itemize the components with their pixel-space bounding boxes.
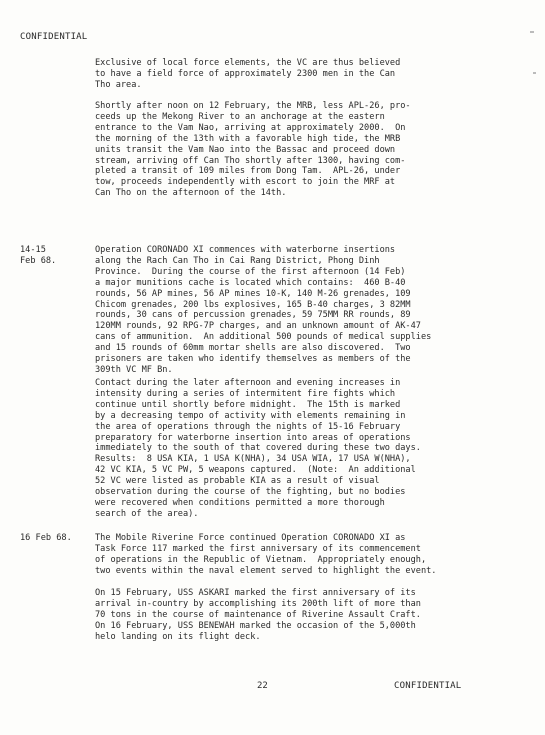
- text-line: search of the area).: [95, 508, 199, 519]
- text-line: observation during the course of the fighting, but no bodies: [95, 487, 406, 498]
- text-line: On 15 February, USS ASKARI marked the first anniversary of its: [95, 588, 416, 598]
- text-line: the area of operations through the nights of 15-16 February: [95, 421, 401, 432]
- scan-speck: [533, 72, 536, 74]
- text-line: 120MM rounds, 92 RPG-7P charges, and an unknown amount of AK-47: [95, 321, 421, 332]
- page-number: 22: [257, 681, 268, 691]
- text-line: intensity during a series of intermitent fire fights which: [95, 388, 396, 399]
- text-line: Tho area.: [95, 79, 142, 90]
- text-line: Exclusive of local force elements, the VC are thus believed: [95, 58, 401, 68]
- text-line: 309th VC MF Bn.: [95, 364, 173, 375]
- paragraph-task-force-anniversary: [95, 533, 535, 577]
- text-line: ceeds up the Mekong River to an anchorage at the eastern: [95, 111, 385, 122]
- classification-footer: CONFIDENTIAL: [394, 681, 462, 691]
- text-line: prisoners are taken who identify themselves as members of the: [95, 354, 411, 365]
- text-line: Province. During the course of the first afternoon (14 Feb): [95, 266, 406, 277]
- paragraph-contact-results: [95, 378, 535, 520]
- classification-header: CONFIDENTIAL: [20, 32, 88, 42]
- text-line: to have a field force of approximately 2300 men in the Can: [95, 68, 396, 79]
- entry-date-14-15-feb: 14-15 Feb 68.: [20, 245, 57, 266]
- text-line: Results: 8 USA KIA, 1 USA K(NHA), 34 USA WIA, 17 USA W(NHA),: [95, 454, 411, 465]
- text-line: stream, arriving off Can Tho shortly after 1300, having com-: [95, 155, 406, 166]
- text-line: and 15 rounds of 60mm mortar shells are also discovered. Two: [95, 343, 411, 354]
- text-line: entrance to the Vam Nao, arriving at approximately 2000. On: [95, 122, 406, 133]
- paragraph-vc-field-force: [95, 58, 535, 91]
- text-line: Operation CORONADO XI commences with waterborne insertions: [95, 245, 396, 255]
- paragraph-coronado-xi-commences: [95, 245, 535, 376]
- text-line: a major munitions cache is located which contains: 460 B-40: [95, 277, 406, 288]
- text-line: cans of ammunition. An additional 500 pounds of medical supplies: [95, 332, 432, 343]
- paragraph-askari-benewah: [95, 588, 535, 643]
- text-line: rounds, 30 cans of percussion grenades, 59 75MM RR rounds, 89: [95, 310, 411, 321]
- text-line: Chicom grenades, 200 lbs explosives, 165 B-40 charges, 3 82MM: [95, 299, 411, 310]
- text-line: along the Rach Can Tho in Cai Rang District, Phong Dinh: [95, 255, 380, 266]
- text-line: continue until shortly before midnight. The 15th is marked: [95, 399, 401, 410]
- text-line: On 16 February, USS BENEWAH marked the occasion of the 5,000th: [95, 620, 416, 631]
- text-line: pleted a transit of 109 miles from Dong Tam. APL-26, under: [95, 166, 401, 177]
- text-line: Can Tho on the afternoon of the 14th.: [95, 188, 287, 199]
- text-line: Contact during the later afternoon and evening increases in: [95, 378, 401, 388]
- text-line: Shortly after noon on 12 February, the MRB, less APL-26, pro-: [95, 101, 411, 111]
- paragraph-mrb-transit: [95, 101, 535, 199]
- text-line: arrival in-country by accomplishing its 200th lift of more than: [95, 598, 421, 609]
- text-line: were recovered when conditions permitted a more thorough: [95, 497, 385, 508]
- text-line: units transit the Vam Nao into the Bassac and proceed down: [95, 144, 396, 155]
- text-line: two events within the naval element served to highlight the event.: [95, 565, 437, 576]
- text-line: rounds, 56 AP mines, 56 AP mines 10-K, 140 M-26 grenades, 109: [95, 288, 411, 299]
- text-line: 42 VC KIA, 5 VC PW, 5 weapons captured. (Note: An additional: [95, 465, 416, 476]
- text-line: helo landing on its flight deck.: [95, 631, 261, 642]
- text-line: preparatory for waterborne insertion into areas of operations: [95, 432, 411, 443]
- text-line: of operations in the Republic of Vietnam. Appropriately enough,: [95, 554, 427, 565]
- text-line: the morning of the 13th with a favorable high tide, the MRB: [95, 133, 401, 144]
- text-line: immediately to the south of that covered during these two days.: [95, 443, 421, 454]
- text-line: The Mobile Riverine Force continued Operation CORONADO XI as: [95, 533, 406, 543]
- text-line: 70 tons in the course of maintenance of Riverine Assault Craft.: [95, 609, 421, 620]
- text-line: by a decreasing tempo of activity with elements remaining in: [95, 410, 406, 421]
- text-line: 52 VC were listed as probable KIA as a result of visual: [95, 476, 380, 487]
- entry-date-16-feb: 16 Feb 68.: [20, 533, 72, 543]
- text-line: tow, proceeds independently with escort to join the MRF at: [95, 177, 396, 188]
- text-line: Task Force 117 marked the first anniversary of its commencement: [95, 543, 421, 554]
- scan-speck: [530, 31, 534, 33]
